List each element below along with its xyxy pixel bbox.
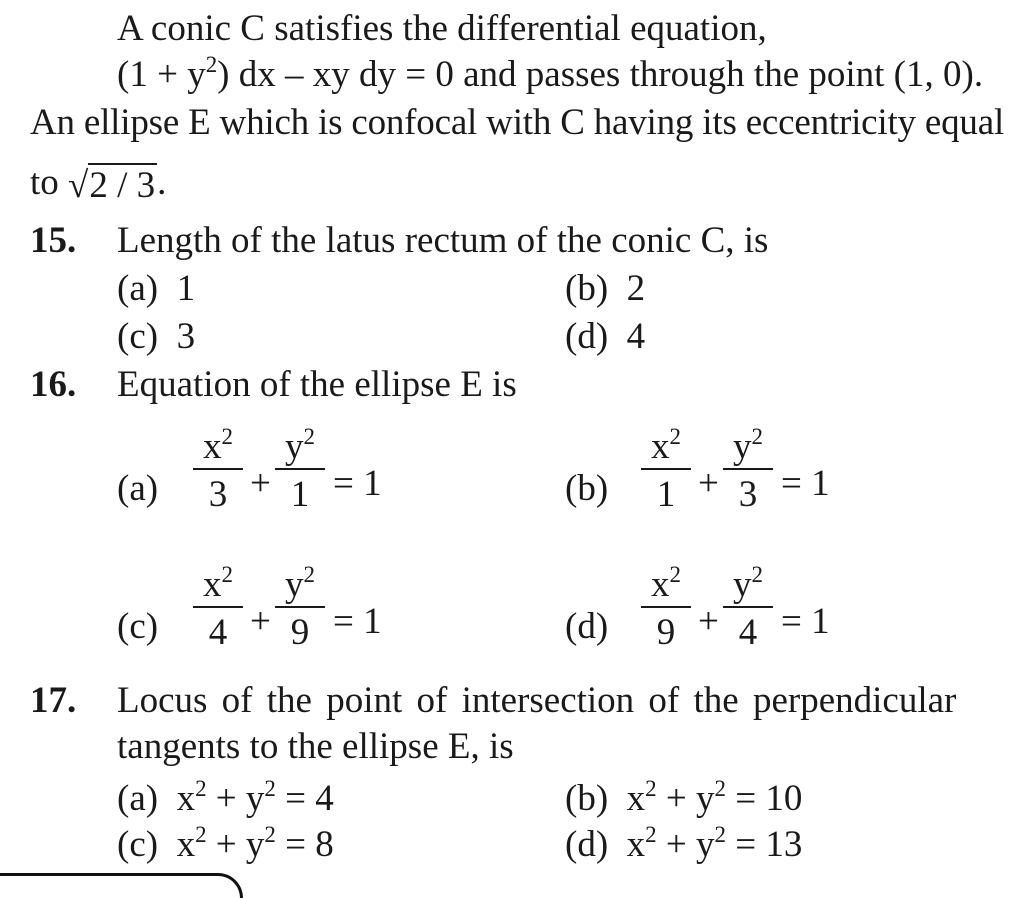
q17-text-line-1: Locus of the point of intersection of the perpendicular (117, 680, 957, 721)
q15-number: 15. (30, 220, 77, 261)
q17-option-a[interactable]: (a) $x^2 + y^2 = 4$ (117, 775, 334, 819)
intro-line-3: An ellipse E which is confocal with C having its eccentricity equal (30, 102, 1005, 143)
option-label: (d) (565, 824, 609, 865)
page-edge-decoration (0, 873, 243, 898)
equals-one: = 1 (333, 601, 382, 642)
fraction-x: $x^2$ 9 (641, 566, 691, 651)
option-label: (b) (565, 268, 609, 309)
option-label: (b) (565, 778, 609, 819)
eq-exponent: 2 (205, 51, 218, 77)
q16-number: 16. (30, 364, 77, 405)
q17-option-d[interactable]: (d) $x^2 + y^2 = 13$ (565, 821, 803, 865)
option-value: 4 (626, 316, 646, 357)
q17-text-line-2: tangents to the ellipse E, is (117, 726, 514, 767)
option-label: (c) (117, 316, 159, 357)
option-value: 1 (176, 268, 196, 309)
eq-suffix: ) dx – xy dy = 0 and passes through the point (1, 0). (217, 54, 984, 95)
intro-equation (117, 51, 984, 95)
option-label: (a) (117, 268, 159, 309)
q15-text: Length of the latus rectum of the conic C, is (117, 220, 769, 261)
option-value: 3 (176, 316, 196, 357)
square-root-icon: √2 / 3 (68, 165, 156, 207)
option-value: 10 (765, 778, 803, 819)
option-value: 2 (626, 268, 646, 309)
q17-option-b[interactable]: (b) $x^2 + y^2 = 10$ (565, 775, 803, 819)
q17-number: 17. (30, 680, 77, 721)
eq-prefix: (1 + y (117, 54, 206, 95)
fraction-y: $y^2$ 1 (275, 428, 325, 513)
option-value: 13 (765, 824, 803, 865)
option-label: (c) (117, 824, 159, 865)
intro-line-1: A conic C satisfies the differential equation, (117, 8, 767, 49)
option-label: (c) (117, 606, 159, 647)
equals-one: = 1 (781, 463, 830, 504)
plus-sign: + (698, 601, 719, 642)
fraction-y: $y^2$ 9 (275, 566, 325, 651)
to-word: to (30, 162, 59, 203)
fraction-x: $x^2$ 3 (193, 428, 243, 513)
plus-sign: + (250, 463, 271, 504)
option-label: (d) (565, 606, 609, 647)
q15-option-b[interactable] (565, 270, 645, 307)
option-value: 8 (315, 824, 334, 865)
intro-line-4 (30, 162, 167, 207)
plus-sign: + (250, 601, 271, 642)
option-label: (d) (565, 316, 609, 357)
radicand: 2 / 3 (89, 165, 156, 207)
fraction-y: $y^2$ 4 (723, 566, 773, 651)
q15-option-d[interactable] (565, 318, 645, 355)
q16-text: Equation of the ellipse E is (117, 364, 517, 405)
option-label: (b) (565, 468, 609, 509)
fraction-x: $x^2$ 4 (193, 566, 243, 651)
q15-option-c[interactable] (117, 318, 195, 355)
fraction-y: $y^2$ 3 (723, 428, 773, 513)
option-label: (a) (117, 468, 159, 509)
plus-sign: + (698, 463, 719, 504)
q15-option-a[interactable] (117, 270, 195, 307)
option-label: (a) (117, 778, 159, 819)
q17-option-c[interactable]: (c) $x^2 + y^2 = 8$ (117, 821, 334, 865)
period: . (157, 162, 167, 203)
option-value: 4 (315, 778, 334, 819)
fraction-x: $x^2$ 1 (641, 428, 691, 513)
equals-one: = 1 (333, 463, 382, 504)
equals-one: = 1 (781, 601, 830, 642)
